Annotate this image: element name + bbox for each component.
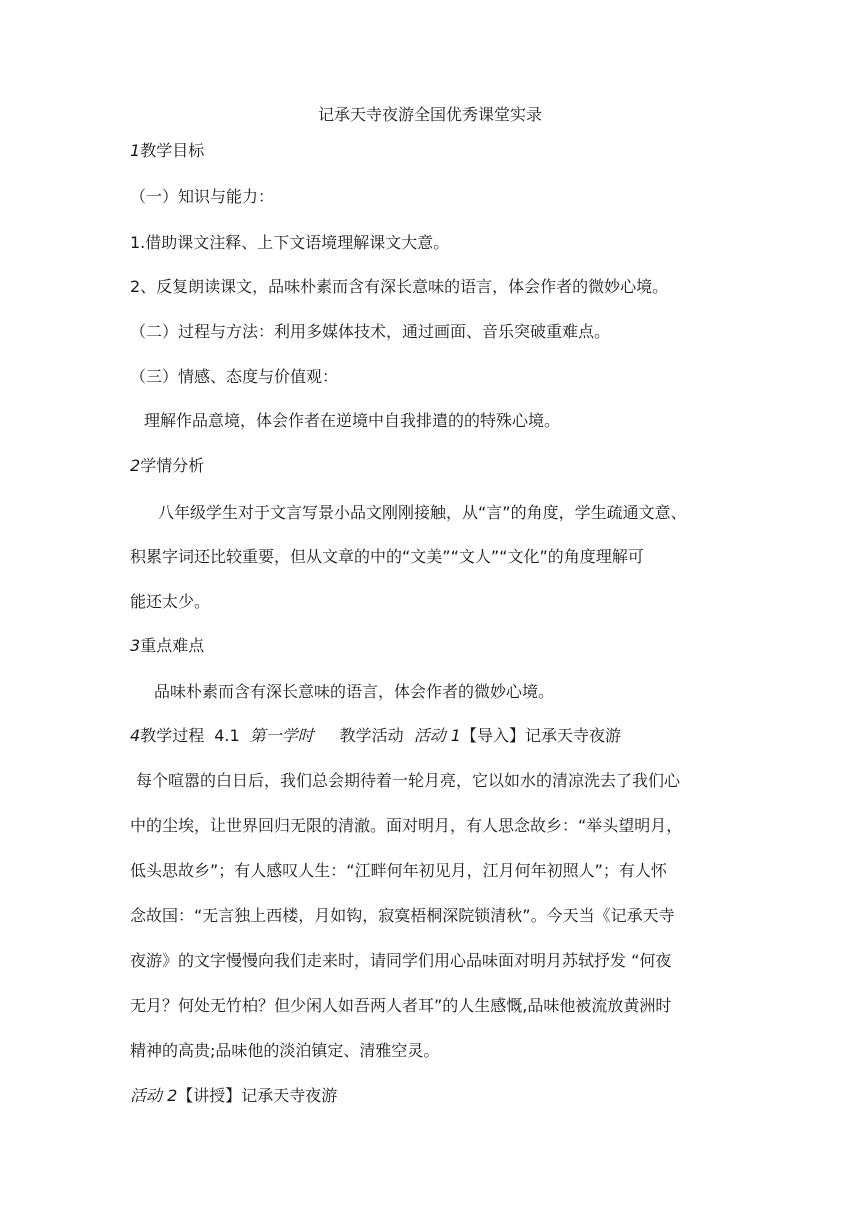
subsection-number: 4.1 [214,726,240,745]
section-heading-keypoints [130,635,740,657]
section-number: 2 [130,456,141,475]
section-number: 4 [130,726,141,745]
subheading-knowledge: （一）知识与能力： [130,187,275,206]
subheading-process: （二）过程与方法：利用多媒体技术，通过画面、音乐突破重难点。 [130,322,611,341]
section-number: 1 [130,141,141,160]
paragraph-line: 每个喧嚣的白日后，我们总会期待着一轮月亮，它以如水的清凉洗去了我们心 [136,771,681,790]
activity-label: 教学活动 [339,726,404,745]
section-heading-process [130,725,740,747]
paragraph-line: 积累字词还比较重要，但从文章的中的“文美”“文人”“文化”的角度理解可 [130,547,644,566]
activity-2-heading [130,1085,740,1107]
paragraph-line: 无月？何处无竹柏？但少闲人如吾两人者耳”的人生感慨,品味他被流放黄洲时 [130,996,672,1015]
keypoints-text: 品味朴素而含有深长意味的语言，体会作者的微妙心境。 [154,682,555,701]
period-label: 第一学时 [249,726,314,745]
section-heading-analysis [130,455,740,477]
subheading-attitude: （三）情感、态度与价值观： [130,367,339,386]
section-title: 教学过程 [140,726,205,745]
objective-item-3: 理解作品意境，体会作者在逆境中自我排遣的的特殊心境。 [144,411,561,430]
activity-1-label: 活动 1 [413,726,461,745]
paragraph-line: 中的尘埃，让世界回归无限的清澈。面对明月，有人思念故乡：“举头望明月， [130,816,683,835]
activity-1-title: 【导入】记承天寺夜游 [460,726,621,745]
paragraph-line: 低头思故乡”；有人感叹人生：“江畔何年初见月，江月何年初照人”；有人怀 [130,861,667,880]
objective-item-2: 2、反复朗读课文，品味朴素而含有深长意味的语言，体会作者的微妙心境。 [130,277,669,296]
objective-item-1: 1.借助课文注释、上下文语境理解课文大意。 [130,233,450,252]
section-number: 3 [130,636,141,655]
paragraph-line: 念故国：“无言独上西楼，月如钩，寂寞梧桐深院锁清秋”。今天当《记承天寺 [130,906,675,925]
paragraph-line: 能还太少。 [130,592,211,611]
document-title: 记承天寺夜游全国优秀课堂实录 [317,105,542,124]
activity-2-label: 活动 2 [130,1086,178,1105]
activity-2-title: 【讲授】记承天寺夜游 [177,1086,338,1105]
section-title: 教学目标 [140,141,205,160]
section-title: 学情分析 [140,456,205,475]
paragraph-line: 精神的高贵;品味他的淡泊镇定、清雅空灵。 [130,1041,440,1060]
paragraph-line: 夜游》的文字慢慢向我们走来时，请同学们用心品味面对明月苏轼抒发 “何夜 [130,951,672,970]
section-title: 重点难点 [140,636,205,655]
paragraph-line: 八年级学生对于文言写景小品文刚刚接触，从“言”的角度，学生疏通文意、 [158,503,687,522]
section-heading-objectives [130,140,740,162]
